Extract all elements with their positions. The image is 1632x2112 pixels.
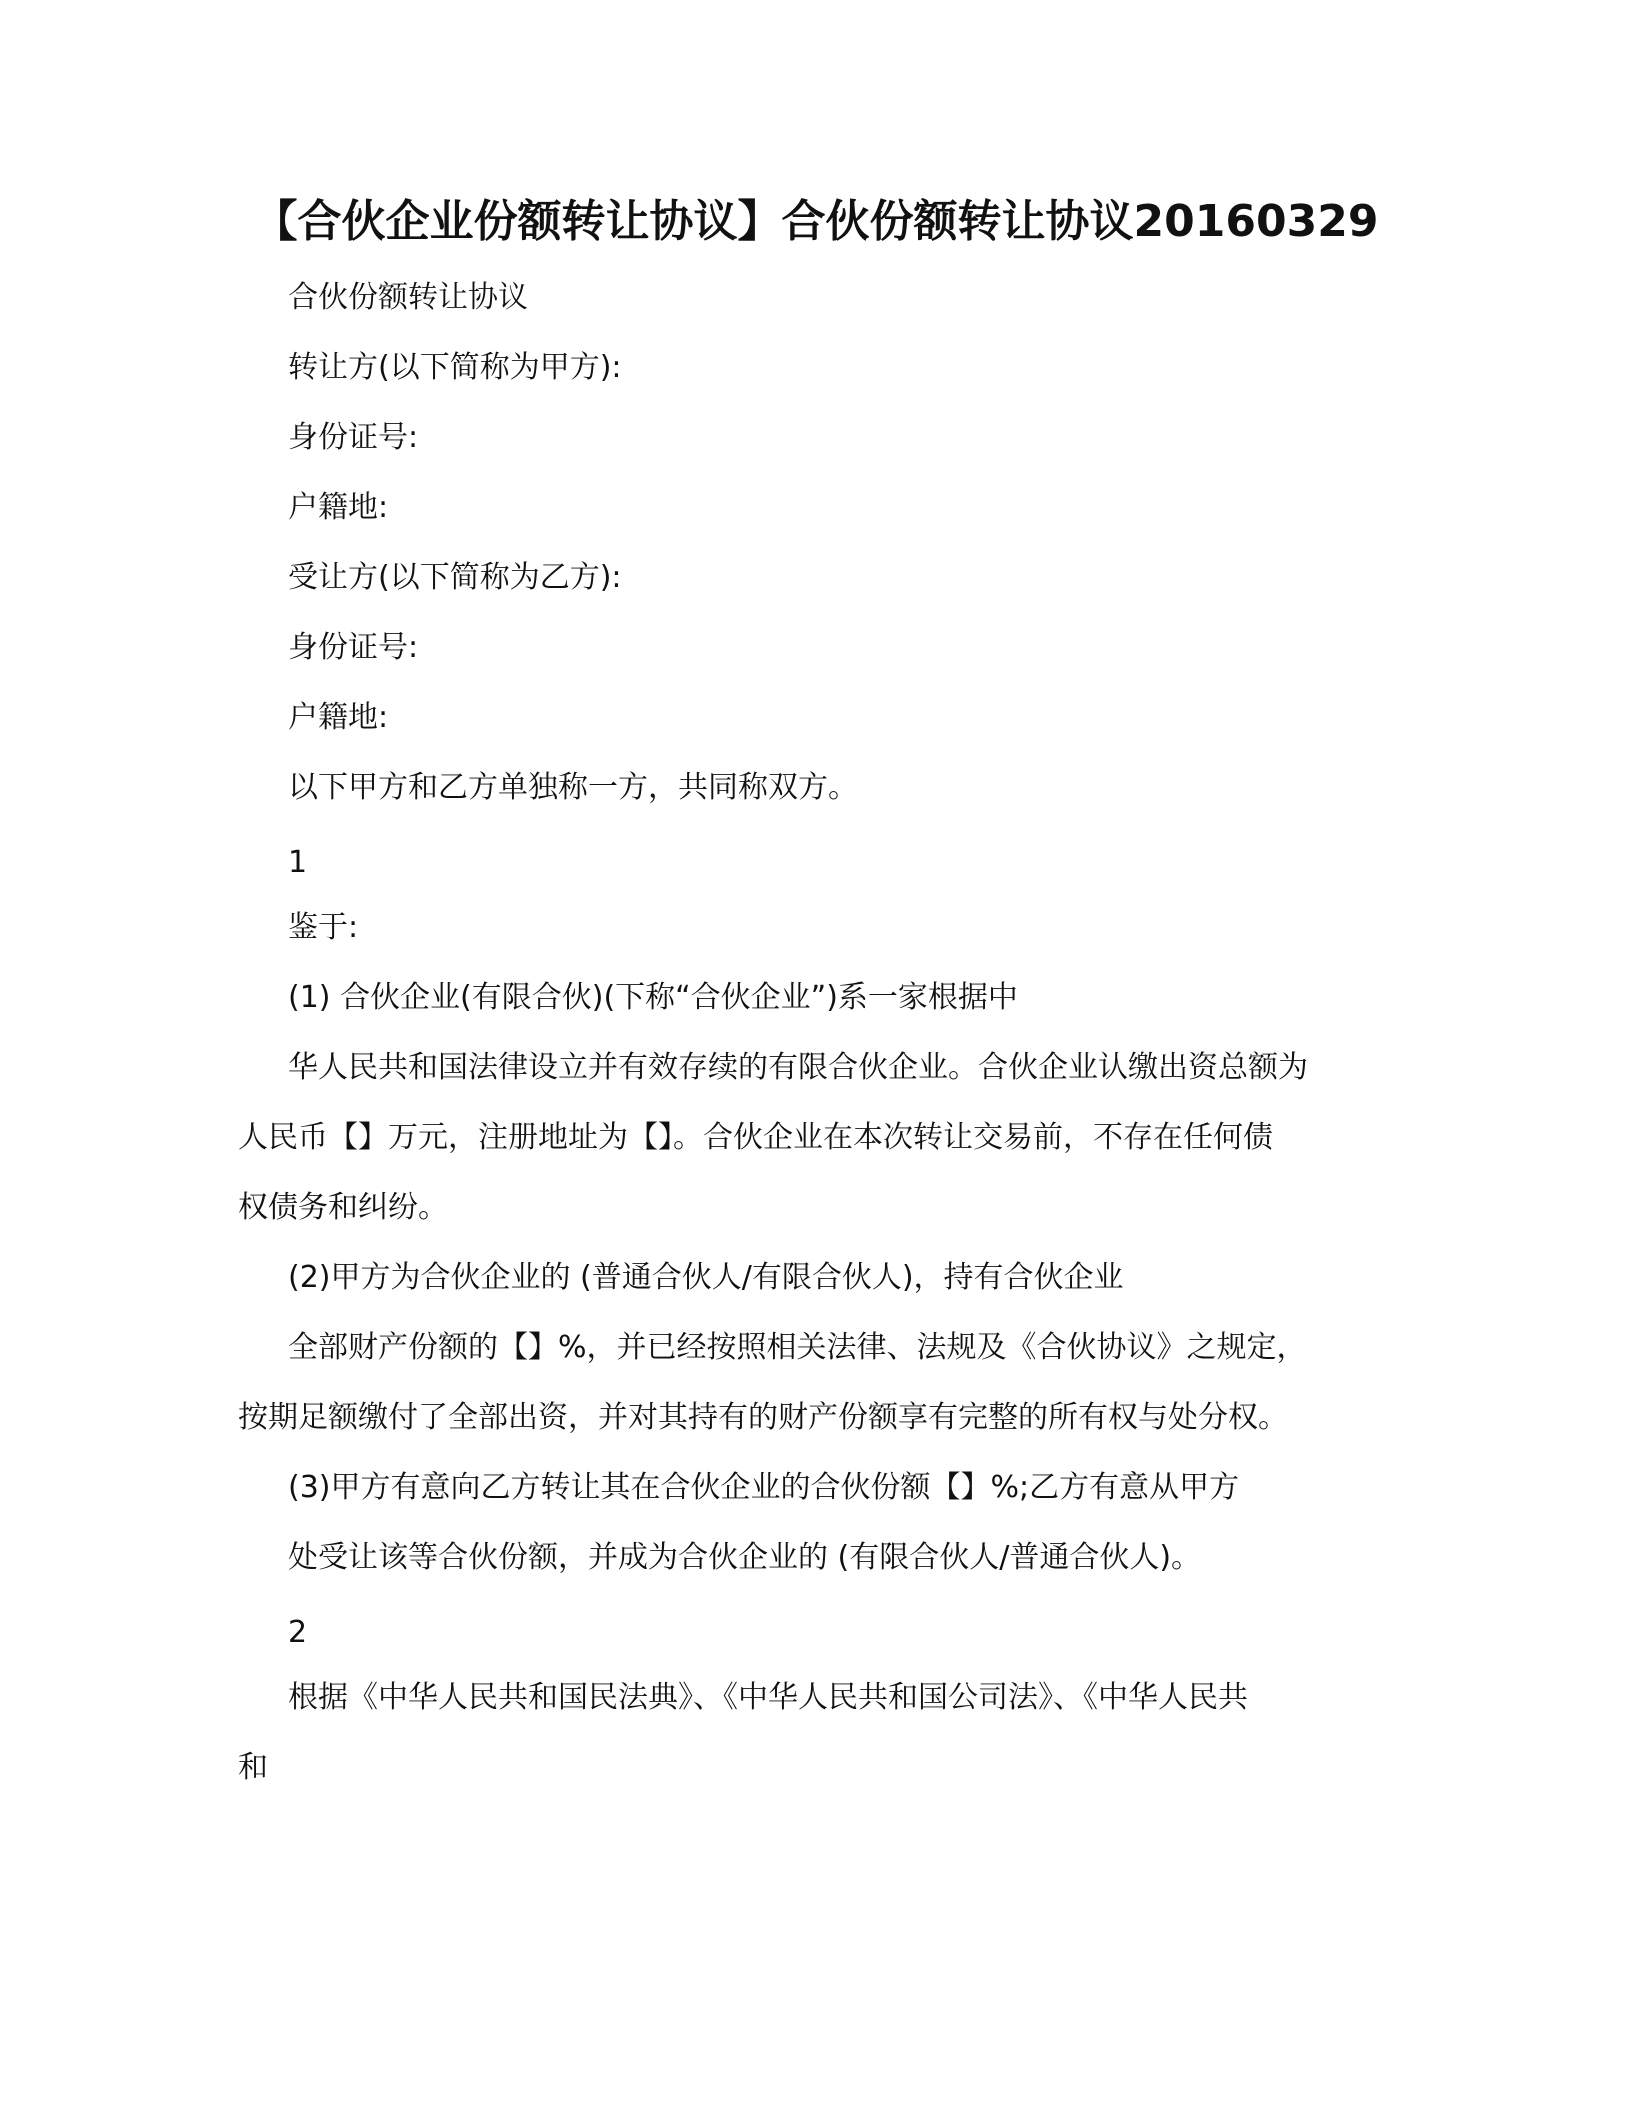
recital-3-line: (3)甲方有意向乙方转让其在合伙企业的合伙份额【】%;乙方有意从甲方	[288, 1470, 1240, 1505]
section-number: 1	[288, 845, 308, 880]
document-title: 【合伙企业份额转让协议】合伙份额转让协议20160329	[253, 196, 1379, 247]
transferee-line: 受让方(以下简称为乙方):	[288, 560, 622, 595]
recital-1-line: 华人民共和国法律设立并有效存续的有限合伙企业。合伙企业认缴出资总额为	[288, 1050, 1308, 1085]
legal-basis-line: 根据《中华人民共和国民法典》、《中华人民共和国公司法》、《中华人民共	[288, 1680, 1248, 1715]
section-number: 2	[288, 1615, 308, 1650]
transferor-domicile-line: 户籍地:	[288, 490, 389, 525]
whereas-heading: 鉴于:	[288, 910, 359, 945]
transferor-line: 转让方(以下简称为甲方):	[288, 350, 622, 385]
agreement-heading: 合伙份额转让协议	[288, 280, 528, 315]
legal-basis-line: 和	[238, 1750, 268, 1785]
recital-1-line: 人民币【】万元，注册地址为【】。合伙企业在本次转让交易前，不存在任何债	[238, 1120, 1273, 1155]
recital-2-line: (2)甲方为合伙企业的 (普通合伙人/有限合伙人)，持有合伙企业	[288, 1260, 1124, 1295]
parties-definition: 以下甲方和乙方单独称一方，共同称双方。	[288, 770, 858, 805]
recital-1-line: 权债务和纠纷。	[238, 1190, 448, 1225]
recital-2-line: 全部财产份额的【】%，并已经按照相关法律、法规及《合伙协议》之规定，	[288, 1330, 1307, 1365]
recital-2-line: 按期足额缴付了全部出资，并对其持有的财产份额享有完整的所有权与处分权。	[238, 1400, 1288, 1435]
transferee-domicile-line: 户籍地:	[288, 700, 389, 735]
recital-3-line: 处受让该等合伙份额，并成为合伙企业的 (有限合伙人/普通合伙人)。	[288, 1540, 1202, 1575]
transferor-id-line: 身份证号:	[288, 420, 419, 455]
transferee-id-line: 身份证号:	[288, 630, 419, 665]
recital-1-line: (1) 合伙企业(有限合伙)(下称“合伙企业”)系一家根据中	[288, 980, 1018, 1015]
